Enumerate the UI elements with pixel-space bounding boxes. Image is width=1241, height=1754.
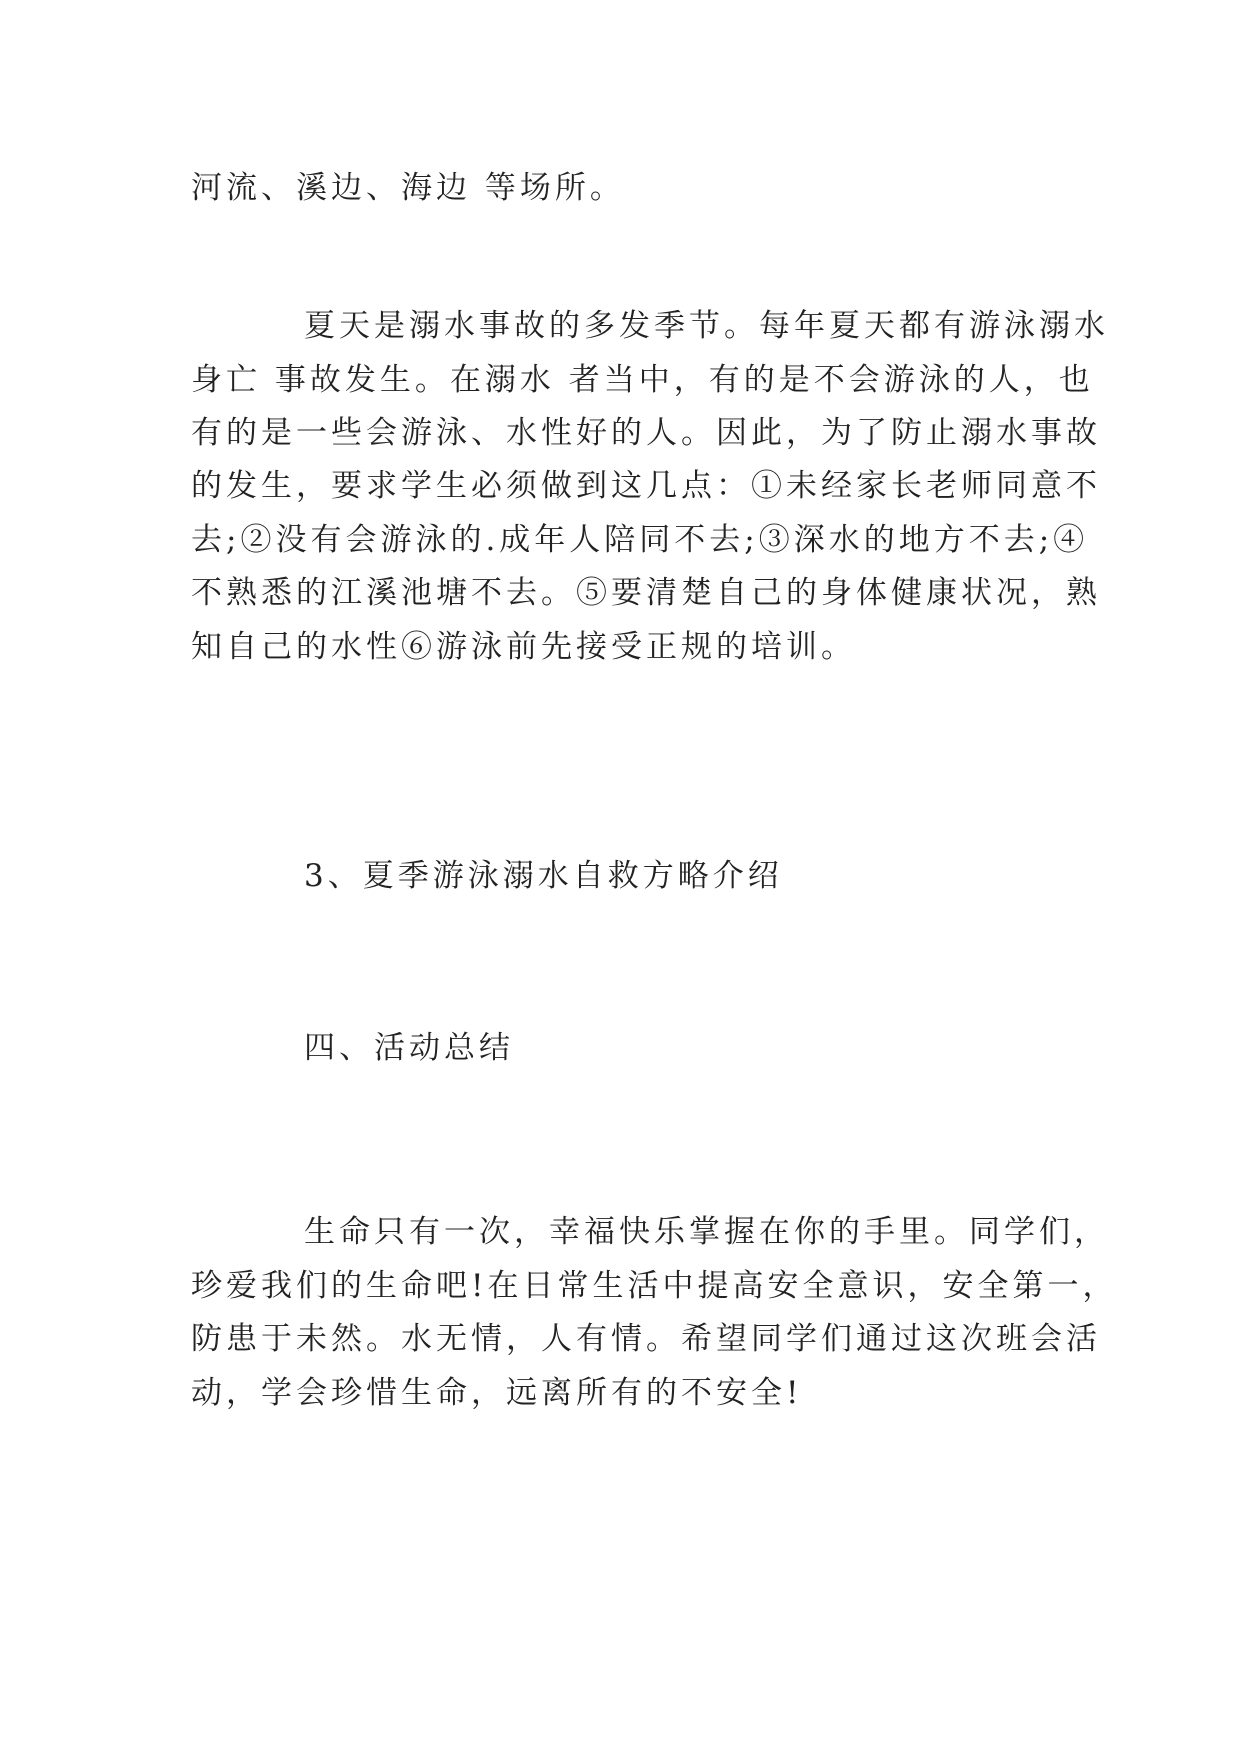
paragraph-2-line-1: 夏天是溺水事故的多发季节。每年夏天都有游泳溺水: [304, 308, 1109, 344]
paragraph-2-line-7: 知自己的水性⑥游泳前先接受正规的培训。: [191, 629, 856, 665]
section-heading-3: 3、夏季游泳溺水自救方略介绍: [304, 858, 783, 894]
paragraph-2-line-5: 去;②没有会游泳的.成年人陪同不去;③深水的地方不去;④: [191, 522, 1089, 558]
paragraph-2-line-4: 的发生，要求学生必须做到这几点：①未经家长老师同意不: [191, 468, 1101, 504]
paragraph-3-line-2: 珍爱我们的生命吧!在日常生活中提高安全意识，安全第一，: [191, 1268, 1118, 1304]
paragraph-3-line-3: 防患于未然。水无情，人有情。希望同学们通过这次班会活: [191, 1321, 1101, 1357]
section-heading-4: 四、活动总结: [304, 1030, 514, 1066]
paragraph-3-line-4: 动，学会珍惜生命，远离所有的不安全!: [191, 1375, 803, 1411]
paragraph-2-line-2: 身亡 事故发生。在溺水 者当中，有的是不会游泳的人，也: [191, 362, 1094, 398]
paragraph-3-line-1: 生命只有一次，幸福快乐掌握在你的手里。同学们，: [304, 1214, 1109, 1250]
paragraph-1-line-1: 河流、溪边、海边 等场所。: [191, 170, 625, 206]
paragraph-2-line-6: 不熟悉的江溪池塘不去。⑤要清楚自己的身体健康状况，熟: [191, 575, 1101, 611]
paragraph-2-line-3: 有的是一些会游泳、水性好的人。因此，为了防止溺水事故: [191, 415, 1101, 451]
